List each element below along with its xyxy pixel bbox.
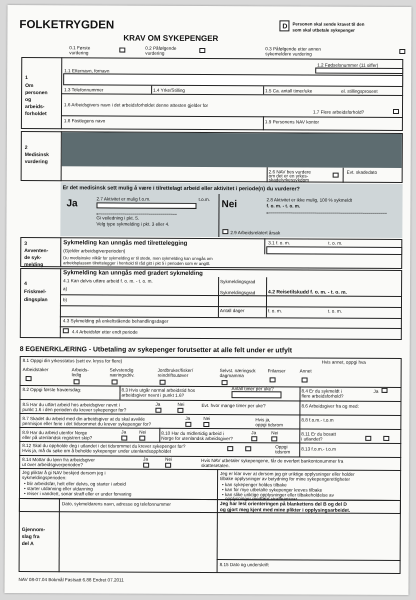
fit-for-work-checkbox[interactable] <box>63 328 69 333</box>
field-0-3-label: 0.3 Påfølgende etter annen <box>265 46 322 52</box>
section-1-label-5: forholdet <box>24 111 47 118</box>
guidance-hint: Gi veiledning i pkt. 5. <box>96 215 140 221</box>
occupational-injury-checkbox[interactable] <box>333 173 339 178</box>
subsequent-assessment-checkbox[interactable] <box>199 48 205 53</box>
section-9-label-3: del A <box>21 541 34 548</box>
field-1-8-label: 1.8 Fastlegens navn <box>63 118 106 124</box>
awareness-bullet-3-text: kan slike uriktige opplysninger eller tilbakeholdelse av <box>224 492 334 498</box>
leave-no-checkbox[interactable] <box>203 422 209 427</box>
status-childminder-label: Selvst. næringsdr. <box>219 368 257 374</box>
section-3-label-3: melding <box>24 262 44 269</box>
section-4-label-1: Friskmel- <box>24 289 47 296</box>
foreign-employer-yes-checkbox[interactable] <box>251 436 257 441</box>
status-unemployed-label: Arbeids- <box>71 367 89 373</box>
field-8-9-no: Nei <box>139 429 147 435</box>
field-1-2-label: 1.2 Fødselsnummer (11 siffer) <box>317 62 379 68</box>
field-8-5-no: Nei <box>177 401 185 407</box>
section-2-label-2: vurdering <box>24 159 48 166</box>
section-1-label-4: arbeids- <box>24 104 45 111</box>
awareness-bullet-1-text: kan sykepenger holdes tilbake <box>224 482 287 488</box>
status-childminder-label-b: dagmamma <box>219 373 244 379</box>
section-2-number: 2 <box>24 145 28 152</box>
field-2-9-label: 2.9 Arbeidsrelatert årsak <box>230 230 281 236</box>
field-8-7-no: Nei <box>203 415 211 422</box>
awareness-heading-b: tilbake opplysninger av betydning for mine sykepengerettigheter <box>220 476 351 482</box>
status-employee-label: Arbeidstaker <box>22 367 49 373</box>
field-8-7-specify: oppgi tidsrom <box>255 422 283 428</box>
field-8-15-label: 8.15 Dato og underskrift <box>219 562 269 568</box>
leave-yes-checkbox[interactable] <box>185 422 191 427</box>
field-4-1-label: 4.1 Kan delvis utføre arbeid f. o. m. - t. o. m. <box>63 278 153 284</box>
field-8-5-hours-label: Evt. hvor mange timer per uke? <box>201 402 266 409</box>
field-0-1-label-b: vurdering <box>69 50 89 56</box>
salary-no-checkbox[interactable] <box>165 463 171 468</box>
field-4-3-to-label: t. o. m. <box>327 308 343 314</box>
field-8-12-specify: Oppgi <box>275 444 288 450</box>
badge-letter: D <box>282 23 288 31</box>
section-3-body-2: arbeidsplassen tilrettelegger i henhold til råd gitt i pkt 5 i perioden som er angitt. <box>63 260 211 267</box>
field-8-1-label: 8.1 Oppgi din yrkesstatus (sett ev. kryss for flere) <box>22 358 123 364</box>
awareness-heading: Jeg er klar over at dersom jeg gir uriktige opplysninger eller holder <box>220 471 355 477</box>
field-8-7-yes: Ja <box>185 415 191 421</box>
obligation-bullet-2: • starter utdanning eller utdanning <box>23 486 93 492</box>
field-8-11-label: 8.11 Er du bosatt <box>301 431 336 437</box>
field-3-1-to-label: t. o. m. <box>328 240 343 246</box>
obligation-bullet-1-text: blir arbeidsfør, helt eller delvis, og starter i arbeid <box>26 481 127 487</box>
multiple-employers-checkbox[interactable] <box>393 109 399 114</box>
field-2-8-period-label: f. o. m. - t. o. m. <box>266 203 301 209</box>
field-4-3-label: 4.3 Sykmelding på enkeltstående behandlingsdager <box>62 318 169 324</box>
section-3-body-1: Du medisinske vilkår for sykmelding er til stede, men sykmelding kan unngås om <box>63 255 213 262</box>
multiple-jobs-yes-checkbox[interactable] <box>382 388 388 393</box>
field-1-7-label: 1.7 Flere arbeidsforhold? <box>312 109 365 115</box>
salary-yes-checkbox[interactable] <box>143 463 149 468</box>
activity-possible-from-input[interactable] <box>96 202 196 209</box>
obligation-bullet-2-text: starter utdanning eller utdanning <box>26 486 93 492</box>
section-8-title: 8 EGENERKLÆRING - Utbetaling av sykepenger forutsetter at alle felt under er utfylt <box>19 346 293 355</box>
signature-input[interactable] <box>219 540 399 559</box>
field-8-9-label: 8.9 Har du arbeid utenfor Norge <box>22 430 88 436</box>
field-1-3-label: 1.3 Telefonnummer <box>64 87 104 93</box>
form-id-footer: NAV 08-07.04 Bokmål Fastsatt 6.88 Endret 07.2011 <box>18 577 124 583</box>
section-1-label-1: Om <box>25 83 34 90</box>
resident-abroad-yes-checkbox[interactable] <box>365 436 371 441</box>
status-farmer-label-b: reindriftsutøver <box>157 372 189 378</box>
section-3-number: 3 <box>24 241 28 248</box>
obligation-heading-b: sykmeldingsperioden: <box>22 475 67 481</box>
badge-letter-box <box>279 20 289 31</box>
resident-abroad-no-checkbox[interactable] <box>383 436 389 441</box>
field-0-1-label: 0.1 Første <box>69 45 91 51</box>
field-8-5-label-b: punkt 1.6 i den perioden du krever sykepenger for? <box>22 407 127 413</box>
field-8-9-yes: Ja <box>121 429 127 435</box>
choose-type-hint: Velg type sykmelding i pkt. 3 eller 4. <box>96 221 170 227</box>
field-0-3-label-b: sykemeldere vurdering <box>265 51 312 57</box>
field-1-4-label: 1.4 Yrke/Stilling <box>153 87 185 93</box>
status-selfemployed-checkbox[interactable] <box>112 379 118 384</box>
status-unemployed-checkbox[interactable] <box>74 379 80 384</box>
field-8-11-label-b: i utlandet? <box>301 436 323 442</box>
field-8-10-no: Nei <box>271 430 279 436</box>
field-1-1-label: 1.1 Etternavn, fornavn <box>64 68 110 74</box>
field-0-2-label: 0.2 Påfølgende <box>145 45 177 51</box>
section-1-label-3: og <box>25 97 32 104</box>
awareness-bullet-1: • kan sykepenger holdes tilbake <box>222 482 287 488</box>
field-4-2-grade-label: Sykmeldingsgrad <box>220 290 256 296</box>
form-subtitle: KRAV OM SYKEPENGER <box>123 33 219 44</box>
confirmation-text: Jeg har lest orienteringen på blankettens del B og del D <box>219 502 347 508</box>
field-2-8-label: 2.8 Aktivitet er ikke mulig, 100 % sykmeldt <box>266 197 353 203</box>
field-8-7-label: 8.7 Skadet du arbeid med din arbeidsgiver at du skal avvikle <box>22 416 145 422</box>
field-1-5-label: 1.5 Ca. antall timer/uke <box>265 88 313 94</box>
field-8-5-label: 8.5 Har du utført arbeid hos arbeidsgiver nevnt i <box>22 402 120 408</box>
name-input[interactable] <box>63 73 403 87</box>
field-8-10-yes: Ja <box>251 430 257 436</box>
bank-account-note-b: skattesetaten. <box>201 462 230 469</box>
bank-account-note: Hvis NAV utbetaler sykepengene, får de overført bankontonummer fra <box>201 457 344 464</box>
question-yes: Ja <box>66 198 78 210</box>
work-related-cause-checkbox[interactable] <box>222 229 228 234</box>
field-0-2-label-b: vurdering <box>145 50 165 56</box>
field-8-12-period: tidsrom <box>275 449 291 455</box>
medical-assessment-shaded-area <box>62 132 402 168</box>
field-8-14-no: Nei <box>165 456 173 462</box>
field-8-7-if-yes: Hvis ja, <box>255 417 271 423</box>
field-4-3-from-label: f. o. m. <box>267 308 283 314</box>
form-page <box>4 5 411 595</box>
field-8-2-label: 8.2 Oppgi første fraværsdag: <box>22 387 82 393</box>
field-8-9-label-b: eller på utenlandsk registrert skip? <box>22 435 93 441</box>
section-9-label-2: slag fra <box>21 534 40 541</box>
status-farmer-label: Jordbruker/fisker/ <box>157 367 194 373</box>
field-8-6-label: 8.6 Arbeidsgiver fra og med: <box>301 403 359 409</box>
status-employee-checkbox[interactable] <box>26 376 32 381</box>
hours-per-week-label: Antall timer per uke? <box>231 386 274 392</box>
doctor-stamp-label: Dato, sykmeldarens navn, adresse og telefonnummer <box>61 501 171 507</box>
awareness-bullet-3: • kan slike uriktige opplysninger eller tilbakeholdelse av <box>221 492 334 498</box>
field-2-6-label-c: skade/yrkessykdom <box>268 177 309 183</box>
status-selfemployed-label: Selvstendig <box>109 367 134 373</box>
field-4-1-grade-label: Sykmeldingsgrad <box>220 279 256 285</box>
section-3-label-2: de syk- <box>24 255 42 262</box>
badge-text-2: som skal utbetale sykepenger <box>292 27 355 33</box>
field-8-12-label: 8.12 Skal du oppholde deg i utlandet i det tidsrommet du krever sykepenger for? <box>22 443 186 449</box>
obligation-heading: Jeg pliktar å gi NAV beskjed dersom jeg i <box>22 470 106 476</box>
section-9-label-1: Gjennom- <box>21 527 46 534</box>
status-selfemployed-label-b: næringsdriv. <box>109 372 135 378</box>
question-text: Er det medisinsk sett mulig å være i tilrettelagt arbeid eller aktivitet i periode(n) du vurderer? <box>62 185 300 193</box>
badge-text-1: Personen skal sende kravet til den <box>292 21 365 27</box>
field-8-7-label-b: permisjon eller ferie i det tidsrommet du krever sykepenger for? <box>22 421 152 427</box>
field-2-7-label: 2.7 Aktivitet er mulig f.o.m. <box>96 196 151 202</box>
section-4-label-2: dingsplan <box>23 297 48 304</box>
form-title: FOLKETRYGDEN <box>19 19 115 32</box>
status-farmer-checkbox[interactable] <box>160 380 166 385</box>
section-4-number: 4 <box>24 281 27 288</box>
field-8-5-yes: Ja <box>155 401 161 407</box>
stay-abroad-yes-checkbox[interactable] <box>227 446 233 451</box>
section-2-label-1: Medisinsk <box>24 152 49 159</box>
days-count-label: Antall dager <box>219 308 245 314</box>
awareness-bullet-2-text: kan for mye utbetalte sykepenger kreves tilbake <box>224 487 323 493</box>
obligation-bullet-3: • reiser i vandrett, sonar straff eller er under forvaring <box>23 491 132 497</box>
field-3-1-from-label: 3.1 f. o. m. <box>268 240 291 246</box>
awareness-bullet-2: • kan for mye utbetalte sykepenger kreves tilbake <box>221 487 323 493</box>
field-4-2-label: 4.2 Reisetilskudd f. o. m. - t. o. m. <box>268 289 347 296</box>
section-1-label-2: personen <box>25 90 48 97</box>
section-3-subheading: (Gjelder arbeidsgiverperioden) <box>63 248 126 254</box>
field-2-6-label-b: om det er en yrkes- <box>268 173 309 179</box>
field-1-5-label-b: el. stillingsprosent <box>341 88 378 94</box>
status-unemployed-label-b: ledig <box>71 372 82 378</box>
row-a-label: a) <box>63 286 68 292</box>
first-assessment-checkbox[interactable] <box>119 48 125 53</box>
status-other-label: Annet <box>299 368 312 374</box>
section-4-heading: Sykmelding kan unngås med gradert sykmelding <box>63 270 203 277</box>
field-1-9-label: 1.9 Personens NAV kontor <box>264 119 320 125</box>
obligation-bullet-1: • blir arbeidsfør, helt eller delvis, og starter i arbeid <box>24 481 127 487</box>
field-2-6-injury-date-label: Evt. skadedato <box>346 169 378 175</box>
field-1-6-label: 1.6 Arbeidsgivers navn i det arbeidsforholdet denne attesten gjelder for <box>64 102 209 108</box>
abroad-work-no-checkbox[interactable] <box>139 436 145 441</box>
worked-for-employer-yes-checkbox[interactable] <box>155 408 161 413</box>
field-8-10-label: 8.10 Har du midlertidig arbeid i <box>161 430 224 437</box>
field-8-4-label: 8.4 Er du sykmeldt i <box>301 388 342 394</box>
status-freelancer-label: Frilanser <box>267 368 286 374</box>
field-8-10-label-b: Norge for utenlandsk arbeidsgiver? <box>161 435 233 442</box>
field-8-13-label: 8.13 f.o.m.- t.o.m <box>301 446 336 452</box>
other-assessor-checkbox[interactable] <box>399 49 405 54</box>
confirmation-text-b: og gjort meg kjent med mine plikter i opplysingsarbeidet. <box>219 508 351 514</box>
field-8-8-label: 8.8 f.o.m.- t.o.m <box>301 417 334 423</box>
field-2-7-tom: t.o.m. <box>198 196 211 203</box>
avoidable-sickleave-period-input[interactable] <box>266 246 402 255</box>
section-3-label-1: Avventen- <box>24 248 49 255</box>
stay-abroad-no-checkbox[interactable] <box>245 446 251 451</box>
field-8-3-label-b: arbeidsgiver nevnt i punkt 1.6? <box>121 392 185 398</box>
section-3-heading: Sykmelding kan unngås med tilrettelegging <box>63 240 188 247</box>
field-8-1-other-label: Hvis annet, oppgi hva <box>321 359 366 365</box>
status-childminder-checkbox[interactable] <box>222 380 228 385</box>
worked-for-employer-no-checkbox[interactable] <box>177 408 183 413</box>
foreign-employer-no-checkbox[interactable] <box>271 436 277 441</box>
field-8-14-label-b: ut over arbeidsgiverperioden? <box>22 462 83 468</box>
field-4-4-label: 4.4 Arbeidsfør etter endt periode <box>71 329 138 335</box>
field-8-4-yes: Ja <box>373 388 379 394</box>
awareness-bullet-3-cont: opplysninger medføre straffeansvar <box>224 496 298 502</box>
field-8-3-label: 8.3 Hvis utgår normal arbeidstid hos <box>121 387 196 393</box>
birth-number-input[interactable] <box>315 68 403 74</box>
hours-per-week-input[interactable] <box>231 391 281 398</box>
status-freelancer-checkbox[interactable] <box>270 377 276 382</box>
field-2-6-label: 2.6 NAV bes vurdere <box>268 169 311 175</box>
field-8-12-label-b: Hvis ja, må du søke om å beholde sykepenger under utenlandsoppholdet <box>22 448 172 454</box>
abroad-work-yes-checkbox[interactable] <box>121 436 127 441</box>
field-8-4-label-b: flere arbeidsforhold? <box>301 393 344 399</box>
section-1-number: 1 <box>25 75 28 82</box>
obligation-bullet-3-text: reiser i vandrett, sonar straff eller er under forvaring <box>26 491 132 497</box>
status-other-checkbox[interactable] <box>302 377 308 382</box>
field-8-14-yes: Ja <box>143 456 149 462</box>
row-b-label: b) <box>62 297 68 303</box>
question-no: Nei <box>221 199 238 211</box>
field-8-14-label: 8.14 Mottar du lønn fra arbeidsgiver <box>22 457 95 463</box>
